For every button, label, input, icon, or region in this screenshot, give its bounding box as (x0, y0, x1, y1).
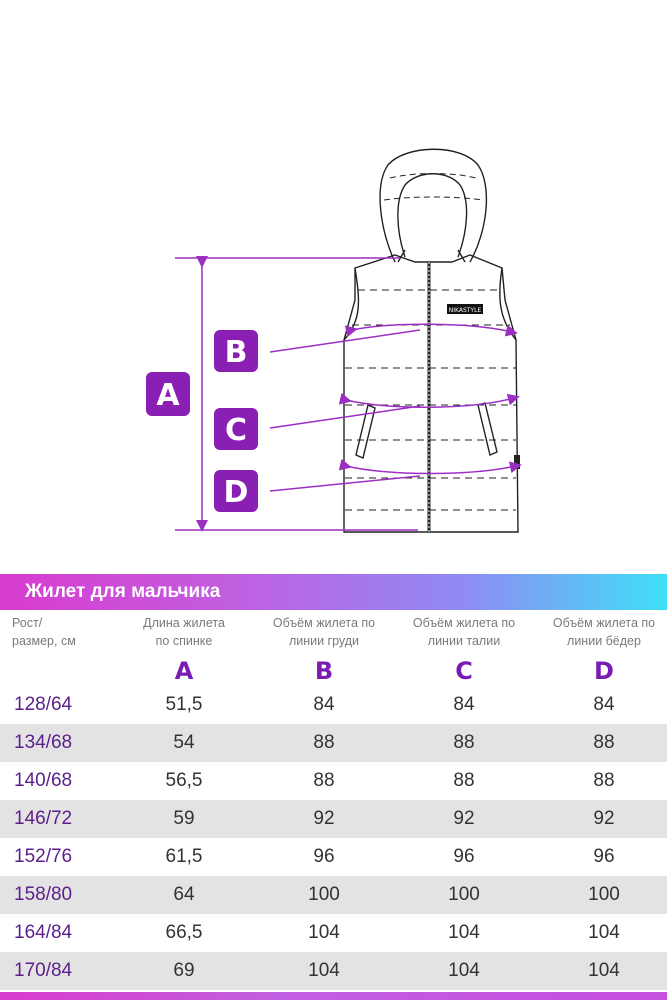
cell-b: 84 (313, 694, 335, 715)
cell-a: 69 (173, 960, 195, 981)
header-size-line2: размер, см (12, 634, 76, 648)
header-c-line2: линии талии (427, 634, 501, 648)
measure-a-line (175, 258, 418, 530)
table-header (0, 614, 667, 686)
badge-a (146, 372, 190, 416)
header-b-line2: линии груди (288, 634, 360, 648)
svg-text:A: A (156, 378, 180, 413)
cell-b: 104 (308, 922, 340, 943)
cell-a: 59 (173, 808, 195, 829)
cell-size: 152/76 (14, 846, 73, 867)
table-row (0, 724, 667, 762)
cell-size: 128/64 (14, 694, 73, 715)
cell-b: 96 (313, 846, 335, 867)
cell-c: 104 (448, 960, 480, 981)
cell-size: 158/80 (14, 884, 73, 905)
cell-size: 140/68 (14, 770, 73, 791)
header-size (12, 614, 122, 686)
cell-d: 100 (588, 884, 620, 905)
table-row (0, 838, 667, 876)
header-b (259, 614, 389, 686)
header-a-letter: A (174, 657, 194, 685)
measure-d-curve (346, 466, 516, 474)
badge-c (214, 408, 258, 450)
table-row (0, 800, 667, 838)
cell-d: 92 (593, 808, 615, 829)
header-d-line2: линии бёдер (567, 634, 641, 648)
cell-d: 96 (593, 846, 615, 867)
cell-a: 64 (173, 884, 195, 905)
header-size-line1: Рост/ (12, 616, 43, 630)
header-c-letter: C (455, 657, 473, 685)
cell-size: 164/84 (14, 922, 73, 943)
svg-text:B: B (224, 335, 248, 370)
badge-d (214, 470, 258, 512)
cell-a: 66,5 (165, 922, 203, 943)
cell-a: 51,5 (165, 694, 203, 715)
cell-c: 100 (448, 884, 480, 905)
size-table-body (0, 686, 667, 990)
table-row (0, 686, 667, 724)
table-title: Жилет для мальчика (25, 581, 221, 602)
header-b-letter: B (314, 657, 334, 685)
cell-a: 54 (173, 732, 195, 753)
header-a-line1: Длина жилета (143, 616, 225, 630)
cell-d: 88 (593, 770, 615, 791)
cell-b: 100 (308, 884, 340, 905)
bottom-accent-bar (0, 992, 667, 1000)
cell-d: 88 (593, 732, 615, 753)
cell-size: 134/68 (14, 732, 73, 753)
cell-size: 146/72 (14, 808, 73, 829)
cell-d: 104 (588, 960, 620, 981)
table-row (0, 952, 667, 990)
cell-c: 96 (453, 846, 475, 867)
header-c-line1: Объём жилета по (412, 616, 516, 630)
cell-c: 104 (448, 922, 480, 943)
header-a-line2: по спинке (155, 634, 213, 648)
cell-d: 104 (588, 922, 620, 943)
badge-b (214, 330, 258, 372)
cell-c: 88 (453, 770, 475, 791)
vest-outline (344, 149, 518, 532)
cell-c: 84 (453, 694, 475, 715)
measure-b-line (270, 330, 420, 352)
cell-d: 84 (593, 694, 615, 715)
svg-text:D: D (223, 475, 249, 510)
table-row (0, 762, 667, 800)
table-row (0, 876, 667, 914)
cell-b: 88 (313, 732, 335, 753)
cell-size: 170/84 (14, 960, 73, 981)
header-d-line1: Объём жилета по (552, 616, 656, 630)
cell-b: 104 (308, 960, 340, 981)
table-title-bar (0, 574, 667, 610)
cell-c: 88 (453, 732, 475, 753)
svg-text:C: C (224, 413, 248, 448)
measure-c-line (270, 406, 420, 428)
header-d (539, 614, 667, 686)
cell-c: 92 (453, 808, 475, 829)
header-c (399, 614, 529, 686)
header-a (119, 614, 249, 686)
cell-b: 88 (313, 770, 335, 791)
cell-a: 61,5 (165, 846, 203, 867)
cell-a: 56,5 (165, 770, 203, 791)
cell-b: 92 (313, 808, 335, 829)
table-row (0, 914, 667, 952)
header-b-line1: Объём жилета по (272, 616, 376, 630)
brand-label-text: NIKASTYLE (448, 307, 482, 314)
header-d-letter: D (594, 657, 614, 685)
